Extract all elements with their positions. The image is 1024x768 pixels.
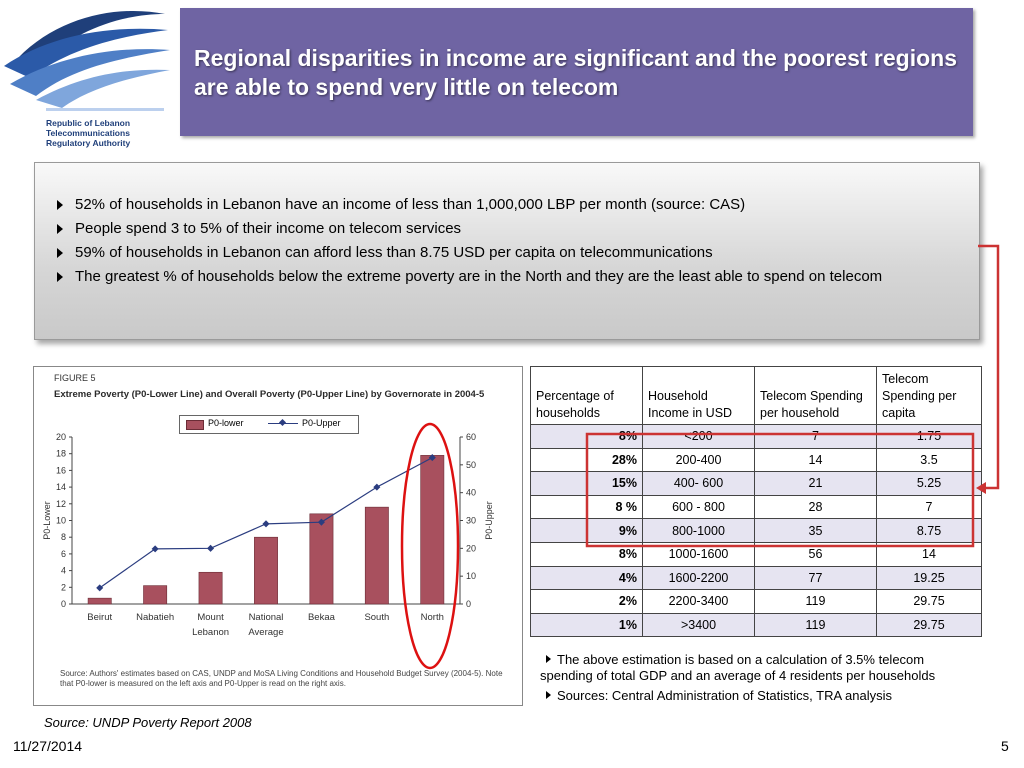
cell-spending-capita: 3.5 bbox=[877, 448, 982, 472]
logo-line-1: Republic of Lebanon bbox=[46, 118, 131, 128]
table-row bbox=[531, 566, 982, 590]
category-label: Bekaa bbox=[307, 612, 335, 623]
p0-upper-point-south bbox=[373, 484, 380, 491]
category-label: North bbox=[420, 612, 444, 623]
key-points-box bbox=[34, 162, 980, 340]
table-row bbox=[531, 495, 982, 519]
legend-label-p0-upper: P0-Upper bbox=[302, 418, 341, 428]
logo-line-3: Regulatory Authority bbox=[46, 138, 131, 148]
cell-percentage: 8% bbox=[531, 425, 643, 449]
right-tick-label: 50 bbox=[466, 459, 477, 470]
bar-south bbox=[365, 507, 388, 604]
right-tick-label: 40 bbox=[466, 487, 477, 498]
table-notes bbox=[540, 652, 980, 708]
cell-spending-household: 119 bbox=[755, 590, 877, 614]
note-text: Sources: Central Administration of Statistics, TRA analysis bbox=[557, 688, 893, 703]
cell-income: 600 - 800 bbox=[643, 495, 755, 519]
legend-label-p0-lower: P0-lower bbox=[208, 418, 244, 428]
left-tick-label: 14 bbox=[55, 482, 66, 493]
category-label: Beirut bbox=[87, 612, 113, 623]
title-bar bbox=[180, 8, 973, 136]
bar-north bbox=[421, 455, 444, 604]
slide-title: Regional disparities in income are significant and the poorest regions are able to spend very little on telecom bbox=[194, 45, 957, 100]
chart-title: Extreme Poverty (P0-Lower Line) and Overall Poverty (P0-Upper Line) by Governorate in 2004-5 bbox=[54, 389, 485, 400]
cell-spending-household: 7 bbox=[755, 425, 877, 449]
category-label: Nabatieh bbox=[136, 612, 175, 623]
bullet-arrow-icon bbox=[57, 272, 63, 282]
cell-income: <200 bbox=[643, 425, 755, 449]
left-tick-label: 18 bbox=[55, 448, 66, 459]
right-tick-label: 10 bbox=[466, 571, 477, 582]
left-tick-label: 2 bbox=[60, 582, 66, 593]
cell-spending-household: 56 bbox=[755, 542, 877, 566]
cell-spending-household: 35 bbox=[755, 519, 877, 543]
source-note: Source: UNDP Poverty Report 2008 bbox=[44, 715, 252, 730]
bar-bekaa bbox=[310, 514, 333, 604]
page-number: 5 bbox=[1001, 738, 1009, 754]
p0-upper-point-beirut bbox=[96, 584, 103, 591]
cell-income: 200-400 bbox=[643, 448, 755, 472]
cell-percentage: 8 % bbox=[531, 495, 643, 519]
cell-spending-household: 21 bbox=[755, 472, 877, 496]
legend-marker-icon bbox=[279, 419, 286, 426]
key-points-list bbox=[57, 196, 965, 292]
left-tick-label: 0 bbox=[60, 599, 66, 609]
key-point bbox=[57, 220, 965, 238]
cell-spending-capita: 14 bbox=[877, 542, 982, 566]
bullet-arrow-icon bbox=[57, 248, 63, 258]
cell-spending-capita: 1.75 bbox=[877, 425, 982, 449]
cell-spending-household: 14 bbox=[755, 448, 877, 472]
cell-percentage: 28% bbox=[531, 448, 643, 472]
left-tick-label: 12 bbox=[55, 498, 66, 509]
cell-income: >3400 bbox=[643, 613, 755, 637]
cell-spending-household: 119 bbox=[755, 613, 877, 637]
right-tick-label: 30 bbox=[466, 515, 477, 526]
right-tick-label: 60 bbox=[466, 432, 477, 442]
table-header-row bbox=[531, 367, 982, 425]
cell-income: 800-1000 bbox=[643, 519, 755, 543]
y2-axis-label: P0-Upper bbox=[484, 501, 494, 540]
note-text: The above estimation is based on a calculation of 3.5% telecom spending of total GDP and an average of 4 residents per households bbox=[540, 652, 936, 683]
cell-spending-capita: 29.75 bbox=[877, 590, 982, 614]
income-telecom-table bbox=[530, 366, 982, 637]
category-label: Lebanon bbox=[192, 627, 230, 638]
key-point-text: 52% of households in Lebanon have an income of less than 1,000,000 LBP per month (source: CAS) bbox=[75, 196, 746, 213]
bullet-arrow-icon bbox=[546, 655, 551, 663]
p0-upper-point-mount-lebanon bbox=[207, 545, 214, 552]
cell-spending-household: 28 bbox=[755, 495, 877, 519]
left-tick-label: 10 bbox=[55, 515, 66, 526]
table-row bbox=[531, 613, 982, 637]
key-point-text: The greatest % of households below the extreme poverty are in the North and they are the least able to spend on telecom bbox=[75, 268, 883, 285]
table-row bbox=[531, 425, 982, 449]
poverty-figure bbox=[33, 366, 523, 706]
cell-spending-capita: 8.75 bbox=[877, 519, 982, 543]
header-income: Household Income in USD bbox=[643, 367, 755, 425]
p0-upper-point-national-average bbox=[262, 520, 269, 527]
note-item bbox=[540, 652, 980, 684]
category-label: National bbox=[248, 612, 284, 623]
cell-income: 400- 600 bbox=[643, 472, 755, 496]
bar-beirut bbox=[88, 598, 111, 604]
bar-nabatieh bbox=[144, 586, 167, 604]
footer-date: 11/27/2014 bbox=[13, 738, 83, 754]
cell-percentage: 9% bbox=[531, 519, 643, 543]
cell-percentage: 4% bbox=[531, 566, 643, 590]
bullet-arrow-icon bbox=[57, 200, 63, 210]
bullet-arrow-icon bbox=[57, 224, 63, 234]
cell-spending-capita: 29.75 bbox=[877, 613, 982, 637]
left-tick-label: 16 bbox=[55, 465, 66, 476]
key-point-text: 59% of households in Lebanon can afford less than 8.75 USD per capita on telecommunications bbox=[75, 244, 713, 261]
left-tick-label: 8 bbox=[60, 532, 66, 543]
header-percentage: Percentage of households bbox=[531, 367, 643, 425]
key-point bbox=[57, 196, 965, 214]
bar-national-average bbox=[254, 537, 277, 604]
key-point bbox=[57, 244, 965, 262]
table-row bbox=[531, 448, 982, 472]
table-row bbox=[531, 519, 982, 543]
table-row bbox=[531, 542, 982, 566]
cell-income: 1000-1600 bbox=[643, 542, 755, 566]
header-spending-household: Telecom Spending per household bbox=[755, 367, 877, 425]
left-tick-label: 6 bbox=[60, 548, 66, 559]
cell-spending-household: 77 bbox=[755, 566, 877, 590]
cell-percentage: 8% bbox=[531, 542, 643, 566]
figure-label: FIGURE 5 bbox=[54, 373, 96, 383]
bar-mount-lebanon bbox=[199, 572, 222, 604]
table-row bbox=[531, 590, 982, 614]
y-axis-label: P0-Lower bbox=[42, 501, 52, 540]
figure-source-text: Source: Authors' estimates based on CAS, UNDP and MoSA Living Conditions and Household Budget Survey (2004-5). Note that P0-lower is measured on the left axis and P0-Upper is read on the right axis. bbox=[60, 669, 503, 688]
right-tick-label: 0 bbox=[466, 599, 472, 609]
bullet-arrow-icon bbox=[546, 691, 551, 699]
category-label: Mount bbox=[197, 612, 224, 623]
cell-percentage: 15% bbox=[531, 472, 643, 496]
note-item bbox=[540, 688, 980, 704]
left-tick-label: 20 bbox=[55, 432, 66, 442]
header-spending-capita: Telecom Spending per capita bbox=[877, 367, 982, 425]
category-label: South bbox=[364, 612, 390, 623]
cell-spending-capita: 7 bbox=[877, 495, 982, 519]
right-tick-label: 20 bbox=[466, 543, 477, 554]
cell-income: 2200-3400 bbox=[643, 590, 755, 614]
key-point bbox=[57, 268, 965, 286]
cell-spending-capita: 19.25 bbox=[877, 566, 982, 590]
category-label: Average bbox=[248, 627, 284, 638]
cell-income: 1600-2200 bbox=[643, 566, 755, 590]
logo-line-2: Telecommunications bbox=[46, 128, 130, 138]
table-row bbox=[531, 472, 982, 496]
key-point-text: People spend 3 to 5% of their income on telecom services bbox=[75, 220, 462, 237]
cell-spending-capita: 5.25 bbox=[877, 472, 982, 496]
chart-legend bbox=[179, 415, 359, 434]
left-tick-label: 4 bbox=[60, 565, 66, 576]
cell-percentage: 1% bbox=[531, 613, 643, 637]
cell-percentage: 2% bbox=[531, 590, 643, 614]
table-body bbox=[531, 425, 982, 637]
legend-bar-swatch-icon bbox=[186, 420, 204, 430]
p0-upper-point-nabatieh bbox=[152, 545, 159, 552]
tra-logo bbox=[0, 0, 178, 150]
